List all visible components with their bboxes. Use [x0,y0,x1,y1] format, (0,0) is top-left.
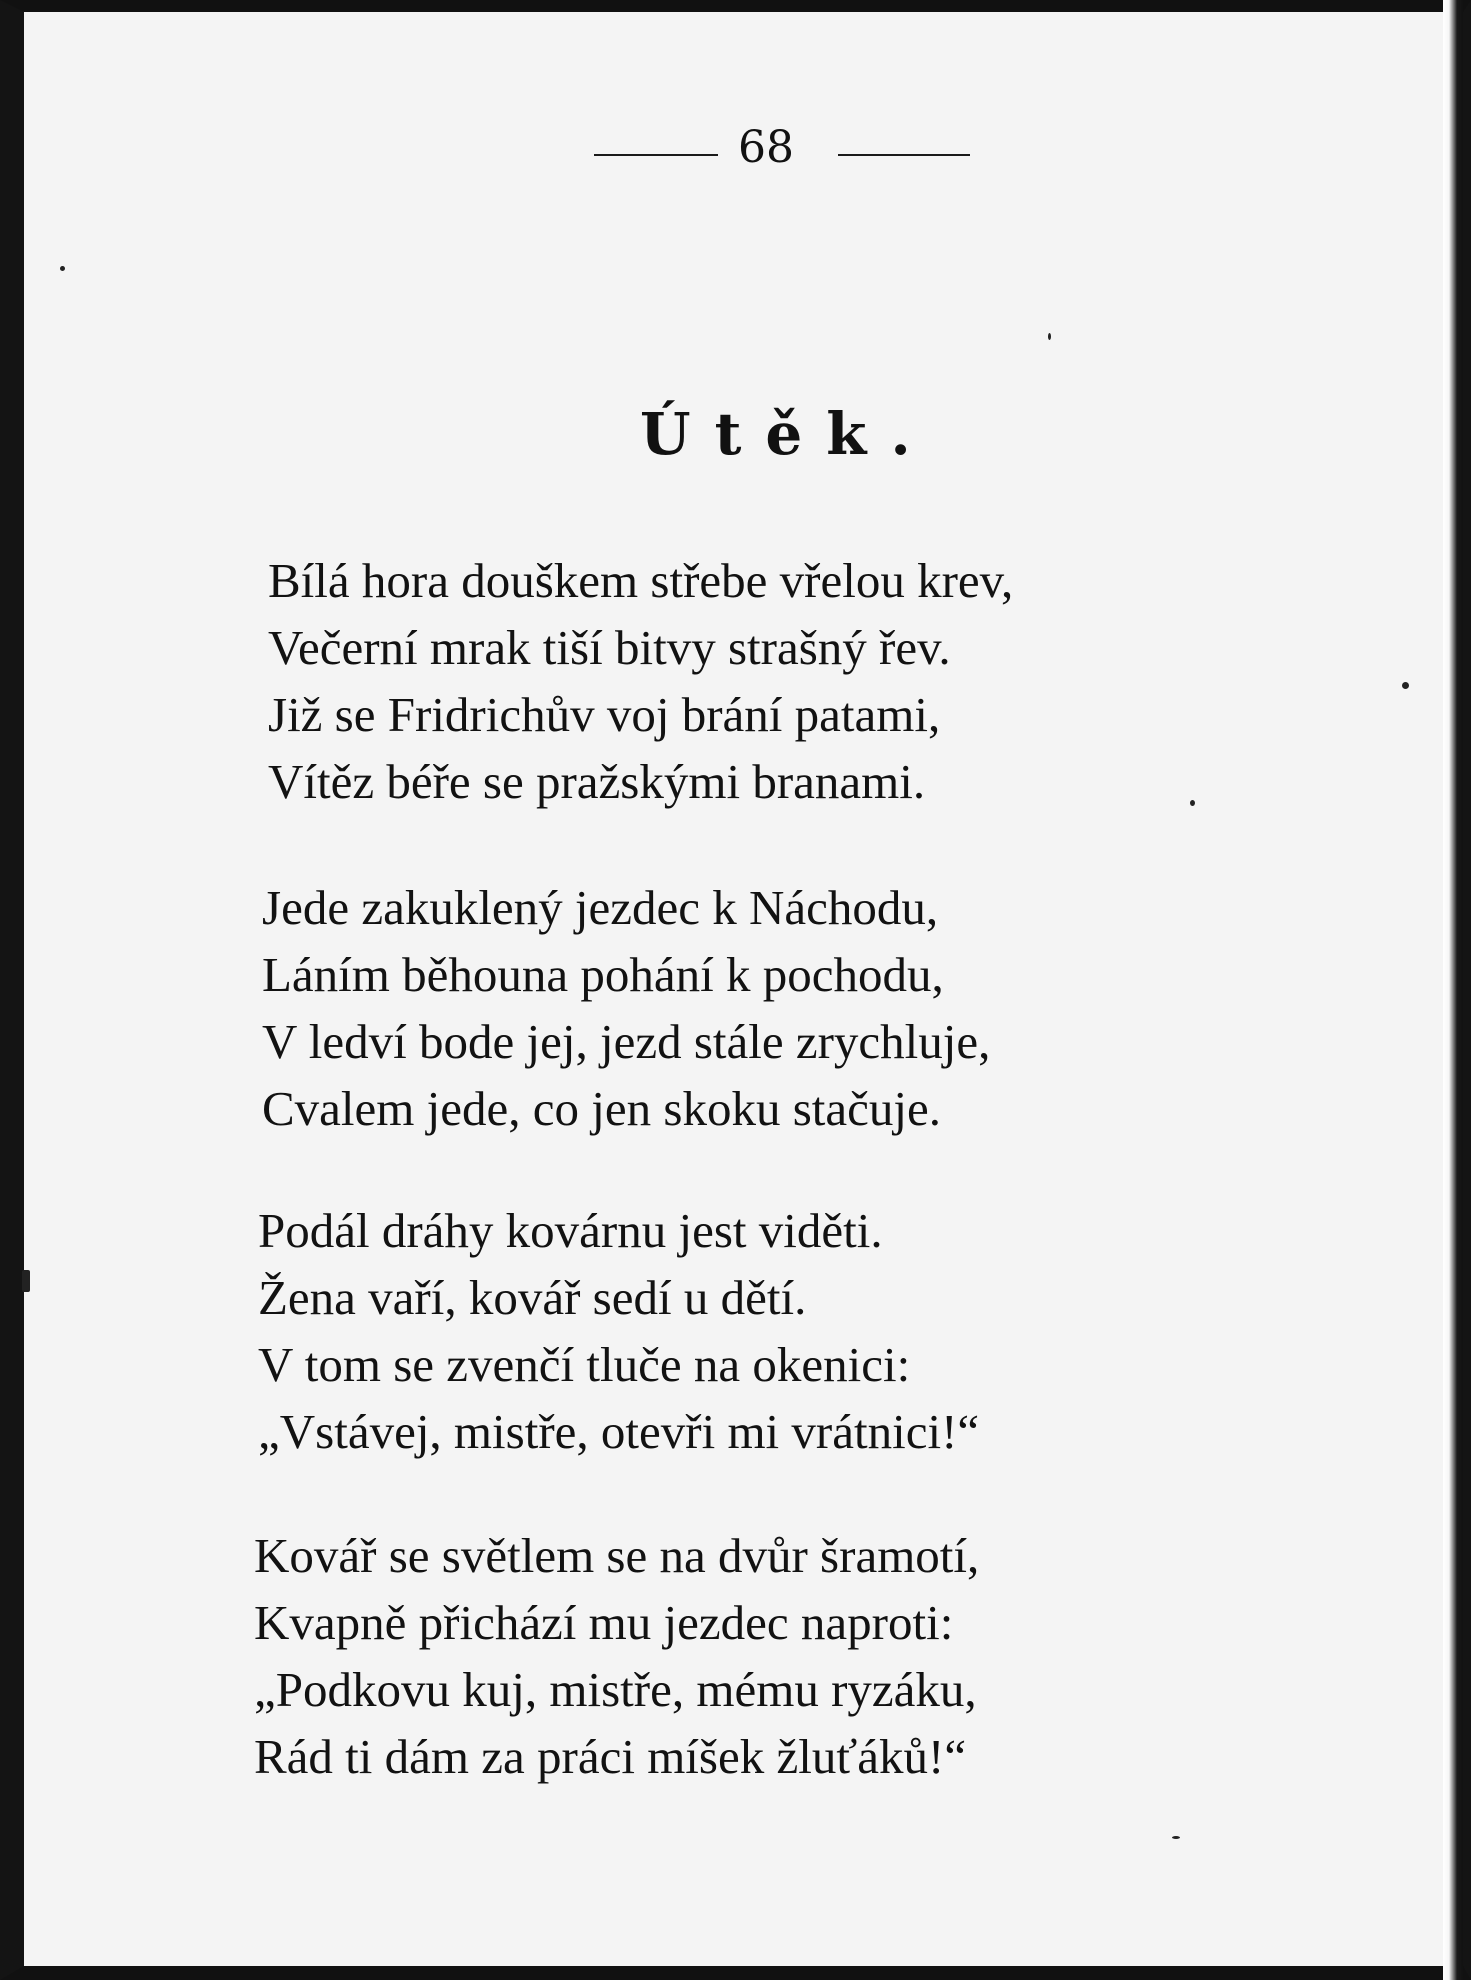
poem-line: Jede zakuklený jezdec k Náchodu, [262,880,939,935]
poem-line: Vítěz béře se pražskými branami. [268,754,926,809]
poem-line: V tom se zvenčí tluče na okenici: [258,1337,911,1392]
poem-line: „Vstávej, mistře, otevři mi vrátnici!“ [258,1404,980,1459]
poem-line: Kvapně přichází mu jezdec naproti: [254,1595,954,1650]
poem-line: Láním běhouna pohání k pochodu, [262,947,944,1002]
dust-speck [1190,800,1195,806]
poem-line: Rád ti dám za práci míšek žluťáků!“ [254,1729,967,1784]
poem-line: Bílá hora douškem střebe vřelou krev, [268,553,1014,608]
dust-speck [22,1270,30,1292]
poem-title: Útěk. [640,400,935,468]
poem-line: Cvalem jede, co jen skoku stačuje. [262,1081,941,1136]
header-rule-right [838,154,970,156]
page-number: 68 [738,122,794,173]
poem-line: „Podkovu kuj, mistře, mému ryzáku, [254,1662,977,1717]
page-header [0,118,1471,178]
poem-line: Večerní mrak tiší bitvy strašný řev. [268,620,951,675]
poem-line: Podál dráhy kovárnu jest viděti. [258,1203,883,1258]
dust-speck [1402,682,1409,689]
dust-speck [60,266,65,271]
poem-line: Žena vaří, kovář sedí u dětí. [258,1270,807,1325]
dust-speck [1172,1836,1180,1839]
poem-line: Kovář se světlem se na dvůr šramotí, [254,1528,980,1583]
poem-line: V ledví bode jej, jezd stále zrychluje, [262,1014,991,1069]
poem-line: Již se Fridrichův voj brání patami, [268,687,941,742]
page-edge-shadow [1443,0,1463,1980]
dust-speck [1048,333,1051,340]
header-rule-left [594,154,718,156]
